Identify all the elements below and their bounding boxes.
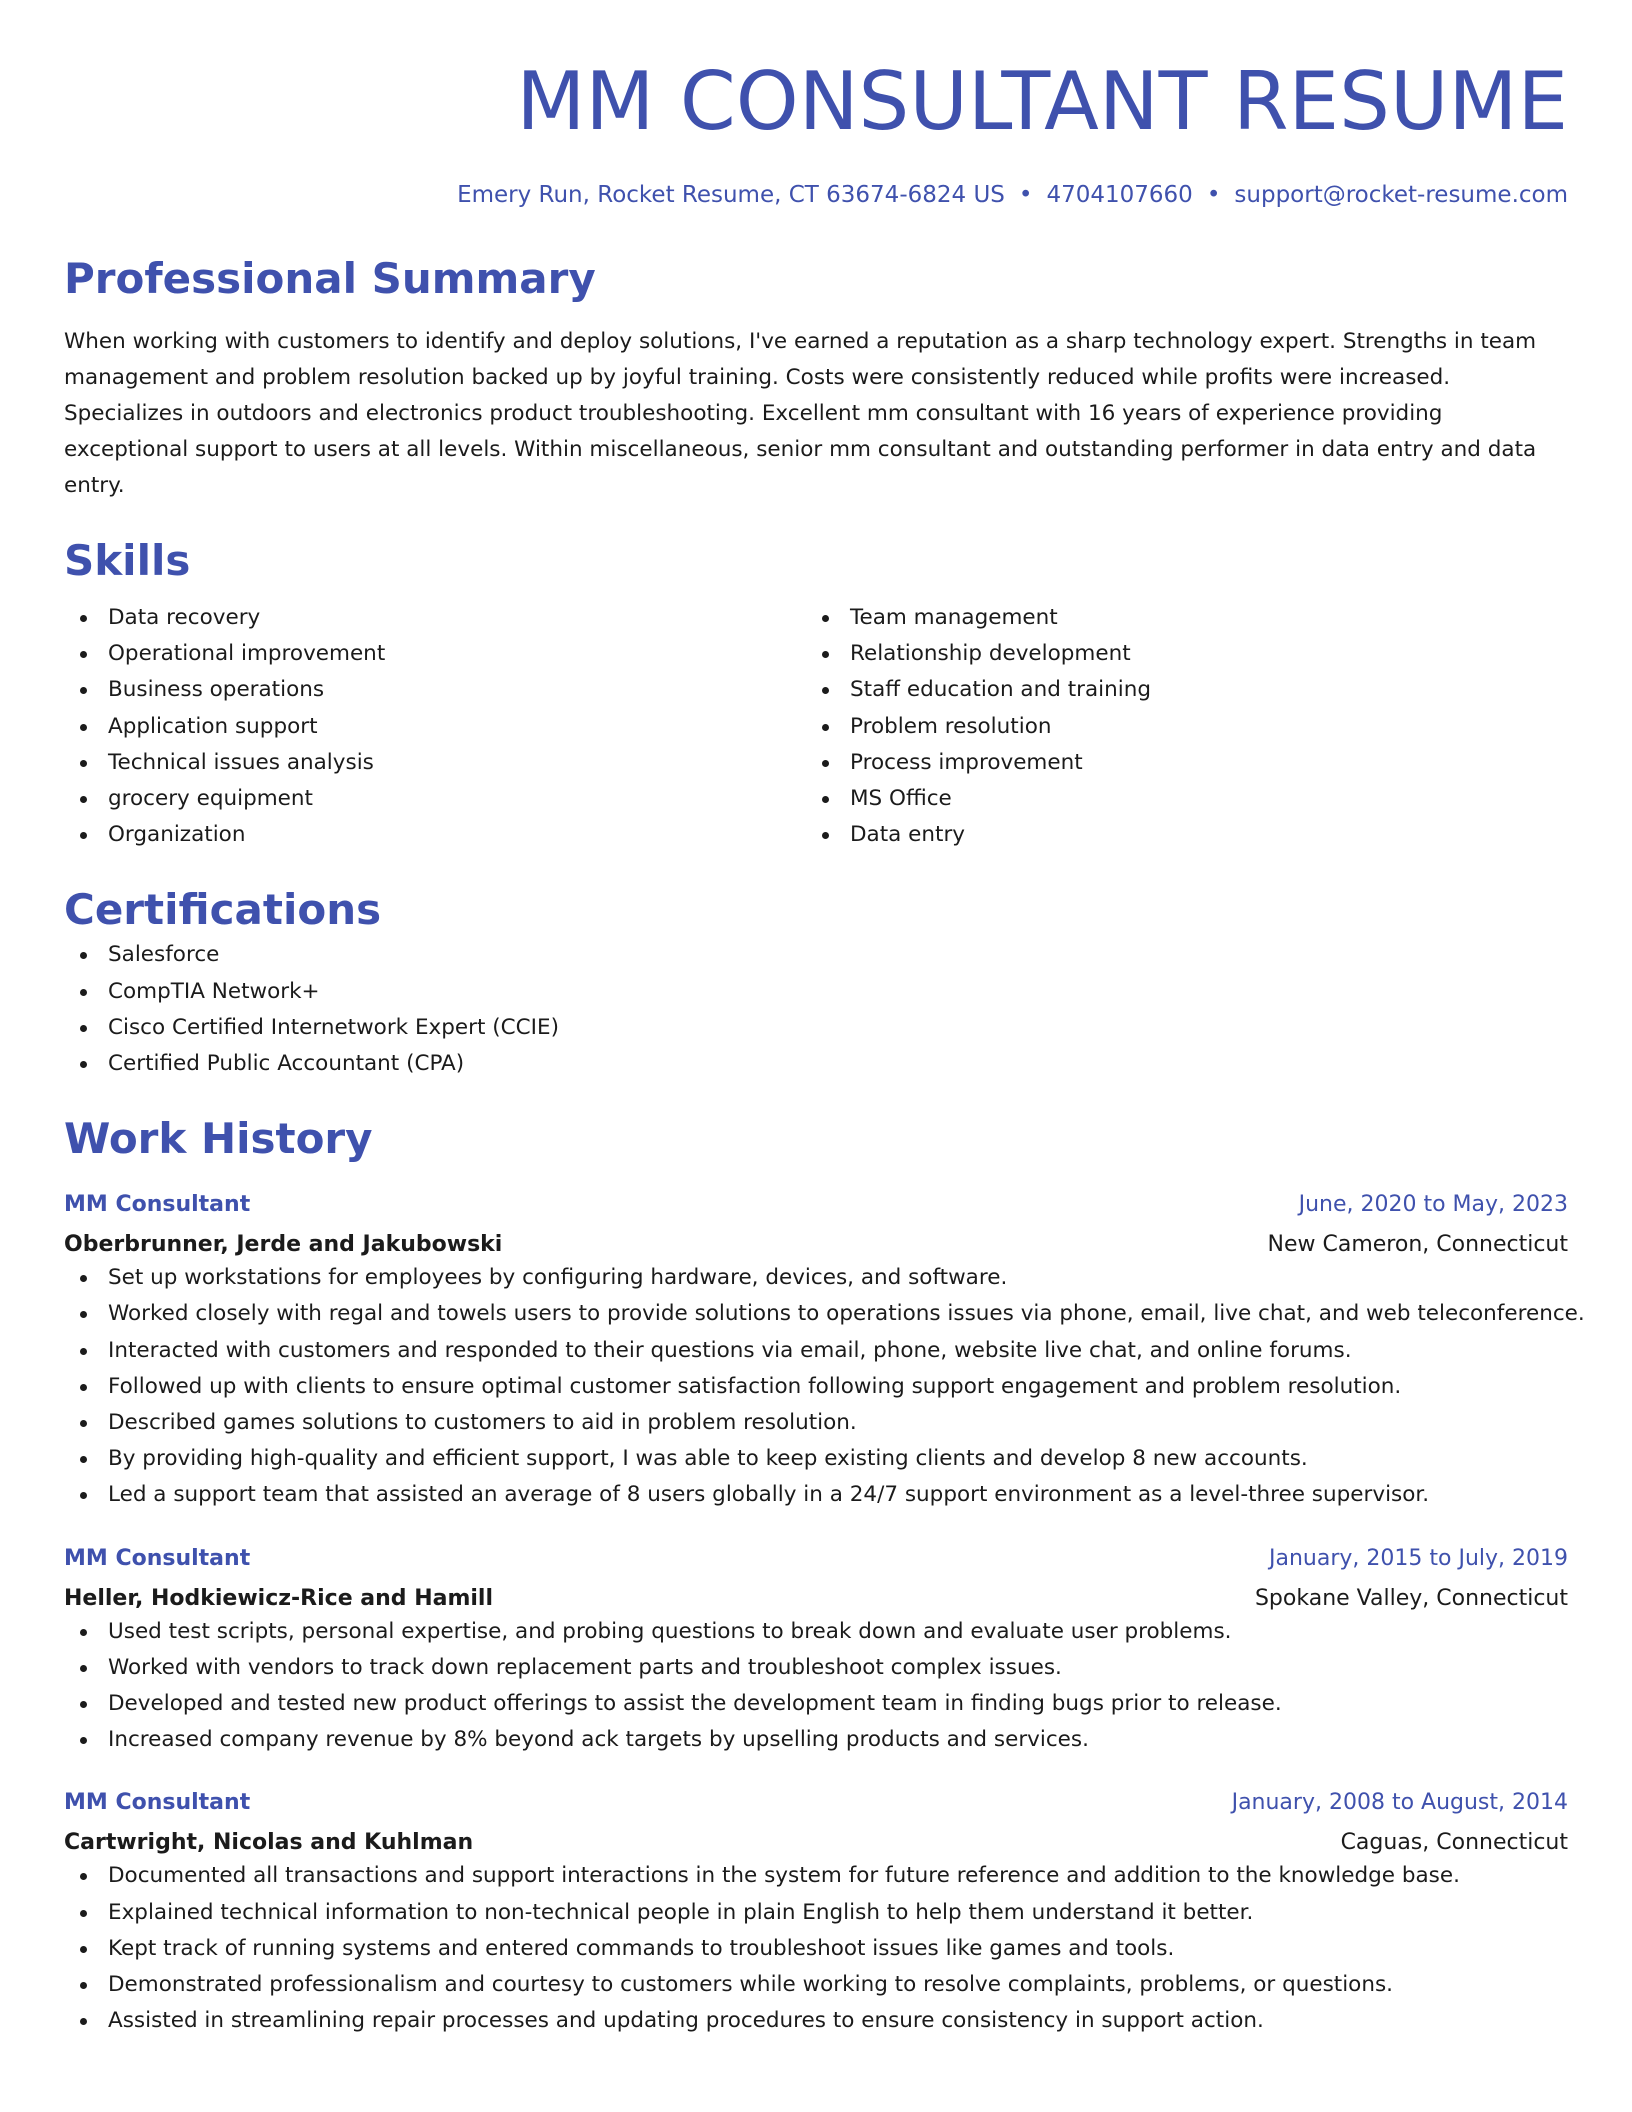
skills-column-left <box>64 600 806 853</box>
job-duty-item: Described games solutions to customers to aid in problem resolution. <box>64 1405 1568 1441</box>
skill-item: Operational improvement <box>64 636 806 672</box>
job-duty-item: Kept track of running systems and entered commands to troubleshoot issues like games and tools. <box>64 1931 1568 1967</box>
job-duty-item: Used test scripts, personal expertise, and probing questions to break down and evaluate user problems. <box>64 1614 1568 1650</box>
job-location: Caguas, Connecticut <box>1340 1830 1568 1856</box>
job-entry <box>64 1788 1568 2039</box>
summary-text: When working with customers to identify and deploy solutions, I've earned a reputation as a sharp technology expert. Strengths in team management and problem resolution backed up by joyful training. Costs were consistently reduced while profits were increased. Specializes in outdoors and electronics product troubleshooting. Excellent mm consultant with 16 years of experience providing exceptional support to users at all levels. Within miscellaneous, senior mm consultant and outstanding performer in data entry and data entry. <box>64 329 1537 498</box>
skill-item: Process improvement <box>806 745 1548 781</box>
certification-item: Salesforce <box>64 937 1568 973</box>
skill-item: Team management <box>806 600 1548 636</box>
job-duty-item: Developed and tested new product offerings to assist the development team in finding bugs prior to release. <box>64 1686 1568 1722</box>
job-company: Oberbrunner, Jerde and Jakubowski <box>64 1232 503 1258</box>
skill-item: MS Office <box>806 781 1548 817</box>
job-duties <box>64 1260 1585 1513</box>
job-entry <box>64 1190 1585 1513</box>
job-duty-item: Explained technical information to non-technical people in plain English to help them understand it better. <box>64 1895 1568 1931</box>
work-history-heading: Work History <box>64 1114 373 1164</box>
job-duty-item: Followed up with clients to ensure optimal customer satisfaction following support engagement and problem resolution. <box>64 1369 1568 1405</box>
job-duty-item: Documented all transactions and support interactions in the system for future reference and addition to the knowledge base. <box>64 1858 1568 1894</box>
certifications-list <box>64 937 1568 1082</box>
contact-email: support@rocket-resume.com <box>1234 182 1568 208</box>
skill-item: grocery equipment <box>64 781 806 817</box>
job-dates: January, 2008 to August, 2014 <box>1231 1790 1568 1816</box>
summary-heading: Professional Summary <box>64 254 596 303</box>
skill-item: Organization <box>64 817 806 853</box>
job-duty-item: Worked with vendors to track down replacement parts and troubleshoot complex issues. <box>64 1650 1568 1686</box>
job-location: New Cameron, Connecticut <box>1267 1232 1568 1258</box>
contact-phone: 4704107660 <box>1046 182 1193 208</box>
skills-heading: Skills <box>64 536 191 585</box>
job-duty-item: Demonstrated professionalism and courtesy to customers while working to resolve complaints, problems, or questions. <box>64 1967 1568 2003</box>
skill-item: Problem resolution <box>806 709 1548 745</box>
job-duty-item: Set up workstations for employees by configuring hardware, devices, and software. <box>64 1260 1568 1296</box>
contact-address: Emery Run, Rocket Resume, CT 63674-6824 US <box>457 182 1005 208</box>
job-title: MM Consultant <box>64 1192 251 1218</box>
job-duties <box>64 1614 1568 1759</box>
job-location: Spokane Valley, Connecticut <box>1254 1585 1568 1611</box>
contact-separator: • <box>1018 182 1033 208</box>
skill-item: Business operations <box>64 672 806 708</box>
job-duties <box>64 1858 1568 2039</box>
skill-item: Staff education and training <box>806 672 1548 708</box>
job-duty-item: Worked closely with regal and towels users to provide solutions to operations issues via phone, email, live chat, and web teleconference. <box>64 1296 1568 1332</box>
skill-item: Data recovery <box>64 600 806 636</box>
job-title: MM Consultant <box>64 1545 251 1571</box>
job-dates: June, 2020 to May, 2023 <box>1298 1192 1568 1218</box>
job-entry <box>64 1544 1568 1759</box>
certification-item: CompTIA Network+ <box>64 974 1568 1010</box>
job-duty-item: Assisted in streamlining repair processes and updating procedures to ensure consistency in support action. <box>64 2003 1568 2039</box>
job-duty-item: By providing high-quality and efficient support, I was able to keep existing clients and develop 8 new accounts. <box>64 1441 1568 1477</box>
job-title: MM Consultant <box>64 1790 251 1816</box>
skill-item: Relationship development <box>806 636 1548 672</box>
certification-item: Cisco Certified Internetwork Expert (CCIE) <box>64 1010 1568 1046</box>
certifications-heading: Certifications <box>64 885 382 935</box>
certification-item: Certified Public Accountant (CPA) <box>64 1046 1568 1082</box>
job-duty-item: Increased company revenue by 8% beyond ack targets by upselling products and services. <box>64 1722 1568 1758</box>
job-company: Cartwright, Nicolas and Kuhlman <box>64 1830 474 1856</box>
job-dates: January, 2015 to July, 2019 <box>1269 1545 1568 1571</box>
skill-item: Data entry <box>806 817 1548 853</box>
skill-item: Technical issues analysis <box>64 745 806 781</box>
skills-column-right <box>806 600 1548 853</box>
job-duty-item: Led a support team that assisted an average of 8 users globally in a 24/7 support environment as a level-three supervisor. <box>64 1477 1568 1513</box>
job-duty-item: Interacted with customers and responded to their questions via email, phone, website live chat, and online forums. <box>64 1333 1568 1369</box>
skills-list <box>64 600 1568 853</box>
job-company: Heller, Hodkiewicz-Rice and Hamill <box>64 1585 493 1611</box>
contact-line <box>64 180 1568 210</box>
skill-item: Application support <box>64 709 806 745</box>
contact-separator: • <box>1206 182 1221 208</box>
resume-page <box>64 52 1585 2039</box>
resume-title: MM CONSULTANT RESUME <box>516 55 1568 148</box>
